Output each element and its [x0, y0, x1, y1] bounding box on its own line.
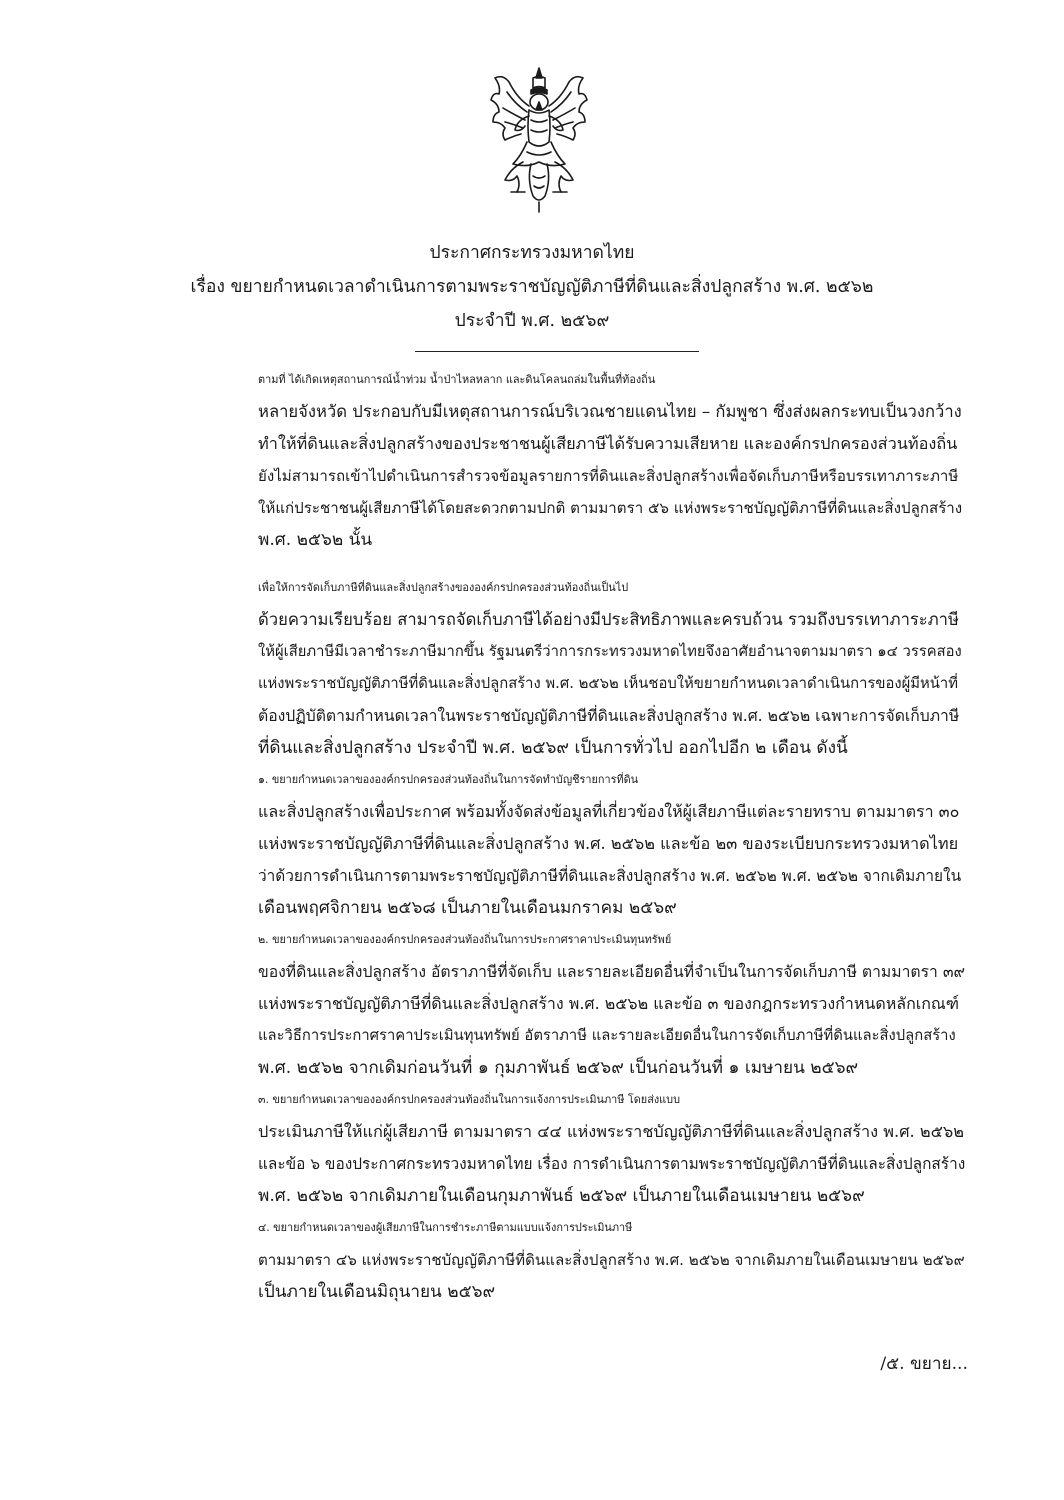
announcement-body	[146, 364, 968, 1308]
text-line: และข้อ ๖ ของประกาศกระทรวงมหาดไทย เรื่อง การดำเนินการตามพระราชบัญญัติภาษีที่ดินและสิ่งปลูกสร้าง	[258, 1155, 966, 1173]
paragraph-item-4	[146, 1212, 968, 1308]
text-line: ให้ผู้เสียภาษีมีเวลาชำระภาษีมากขึ้น รัฐมนตรีว่าการกระทรวงมหาดไทยจึงอาศัยอำนาจตามมาตรา ๑๔ วรรคสอง	[258, 643, 962, 660]
text-line: พ.ศ. ๒๕๖๒ จากเดิมก่อนวันที่ ๑ กุมภาพันธ์ ๒๕๖๙ เป็นก่อนวันที่ ๑ เมษายน ๒๕๖๙	[258, 1058, 859, 1078]
text-line: ตามที่ ได้เกิดเหตุสถานการณ์น้ำท่วม น้ำป่าไหลหลาก และดินโคลนถล่มในพื้นที่ท้องถิ่น	[258, 373, 656, 386]
text-line: ๓. ขยายกำหนดเวลาขององค์กรปกครองส่วนท้องถิ่นในการแจ้งการประเมินภาษี โดยส่งแบบ	[258, 1093, 681, 1106]
announcement-agency: ประกาศกระทรวงมหาดไทย	[429, 243, 635, 263]
announcement-year: ประจำปี พ.ศ. ๒๕๖๙	[454, 311, 610, 331]
text-line: เดือนพฤศจิกายน ๒๕๖๘ เป็นภายในเดือนมกราคม ๒๕๖๙	[258, 898, 677, 918]
text-line: พ.ศ. ๒๕๖๒ นั้น	[258, 530, 373, 550]
text-line: และวิธีการประกาศราคาประเมินทุนทรัพย์ อัตราภาษี และรายละเอียดอื่นในการจัดเก็บภาษีที่ดินและสิ่งปลูกสร้าง	[258, 1027, 956, 1044]
text-line: ตามมาตรา ๔๖ แห่งพระราชบัญญัติภาษีที่ดินและสิ่งปลูกสร้าง พ.ศ. ๒๕๖๒ จากเดิมภายในเดือนเมษายน ๒๕๖๙	[258, 1251, 965, 1269]
text-line: ๒. ขยายกำหนดเวลาขององค์กรปกครองส่วนท้องถิ่นในการประกาศราคาประเมินทุนทรัพย์	[258, 933, 672, 946]
announcement-header	[0, 236, 1064, 338]
paragraph-item-3	[146, 1084, 968, 1212]
text-line: ประเมินภาษีให้แก่ผู้เสียภาษี ตามมาตรา ๔๔ แห่งพระราชบัญญัติภาษีที่ดินและสิ่งปลูกสร้าง พ.ศ. ๒๕๖๒	[258, 1122, 965, 1141]
paragraph-background	[146, 364, 968, 556]
garuda-emblem-icon	[487, 64, 592, 214]
text-line: เป็นภายในเดือนมิถุนายน ๒๕๖๙	[258, 1282, 496, 1302]
text-line: ว่าด้วยการดำเนินการตามพระราชบัญญัติภาษีที่ดินและสิ่งปลูกสร้าง พ.ศ. ๒๕๖๒ พ.ศ. ๒๕๖๒ จากเดิมภายใน	[258, 867, 962, 885]
text-line: แห่งพระราชบัญญัติภาษีที่ดินและสิ่งปลูกสร้าง พ.ศ. ๒๕๖๒ และข้อ ๓ ของกฎกระทรวงกำหนดหลักเกณฑ์	[258, 994, 960, 1013]
text-line: ด้วยความเรียบร้อย สามารถจัดเก็บภาษีได้อย่างมีประสิทธิภาพและครบถ้วน รวมถึงบรรเทาภาระภาษี	[258, 610, 959, 629]
text-line: ทำให้ที่ดินและสิ่งปลูกสร้างของประชาชนผู้เสียภาษีได้รับความเสียหาย และองค์กรปกครองส่วนท้องถิ่น	[258, 434, 958, 453]
continuation-note: /๕. ขยาย...	[880, 1354, 968, 1374]
paragraph-item-1	[146, 764, 968, 924]
text-line: ที่ดินและสิ่งปลูกสร้าง ประจำปี พ.ศ. ๒๕๖๙ เป็นการทั่วไป ออกไปอีก ๒ เดือน ดังนี้	[258, 738, 848, 758]
text-line: หลายจังหวัด ประกอบกับมีเหตุสถานการณ์บริเวณชายแดนไทย – กัมพูชา ซึ่งส่งผลกระทบเป็นวงกว้าง	[258, 402, 962, 421]
text-line: แห่งพระราชบัญญัติภาษีที่ดินและสิ่งปลูกสร้าง พ.ศ. ๒๕๖๒ เห็นชอบให้ขยายกำหนดเวลาดำเนินการของผู้มีหน้าที่	[258, 675, 958, 692]
text-line: แห่งพระราชบัญญัติภาษีที่ดินและสิ่งปลูกสร้าง พ.ศ. ๒๕๖๒ และข้อ ๒๓ ของระเบียบกระทรวงมหาดไทย	[258, 834, 959, 853]
text-line: ของที่ดินและสิ่งปลูกสร้าง อัตราภาษีที่จัดเก็บ และรายละเอียดอื่นที่จำเป็นในการจัดเก็บภาษี ตามมาตรา ๓๙	[258, 962, 966, 981]
header-divider	[415, 351, 699, 352]
paragraph-item-2	[146, 924, 968, 1084]
text-line: ให้แก่ประชาชนผู้เสียภาษีได้โดยสะดวกตามปกติ ตามมาตรา ๕๖ แห่งพระราชบัญญัติภาษีที่ดินและสิ่งปลูกสร้าง	[258, 499, 963, 517]
text-line: ยังไม่สามารถเข้าไปดำเนินการสำรวจข้อมูลรายการที่ดินและสิ่งปลูกสร้างเพื่อจัดเก็บภาษีหรือบรรเทาภาระภาษี	[258, 467, 959, 485]
text-line: ต้องปฏิบัติตามกำหนดเวลาในพระราชบัญญัติภาษีที่ดินและสิ่งปลูกสร้าง พ.ศ. ๒๕๖๒ เฉพาะการจัดเก็บภาษี	[258, 706, 960, 725]
announcement-subject: เรื่อง ขยายกำหนดเวลาดำเนินการตามพระราชบัญญัติภาษีที่ดินและสิ่งปลูกสร้าง พ.ศ. ๒๕๖๒	[190, 277, 874, 297]
text-line: ๔. ขยายกำหนดเวลาของผู้เสียภาษีในการชำระภาษีตามแบบแจ้งการประเมินภาษี	[258, 1221, 633, 1234]
text-line: เพื่อให้การจัดเก็บภาษีที่ดินและสิ่งปลูกสร้างขององค์กรปกครองส่วนท้องถิ่นเป็นไป	[258, 581, 629, 594]
text-line: พ.ศ. ๒๕๖๒ จากเดิมภายในเดือนกุมภาพันธ์ ๒๕๖๙ เป็นภายในเดือนเมษายน ๒๕๖๙	[258, 1186, 865, 1206]
text-line: และสิ่งปลูกสร้างเพื่อประกาศ พร้อมทั้งจัดส่งข้อมูลที่เกี่ยวข้องให้ผู้เสียภาษีแต่ละรายทราบ ตามมาตรา ๓๐	[258, 802, 960, 821]
text-line: ๑. ขยายกำหนดเวลาขององค์กรปกครองส่วนท้องถิ่นในการจัดทำบัญชีรายการที่ดิน	[258, 773, 639, 786]
paragraph-purpose	[146, 572, 968, 764]
